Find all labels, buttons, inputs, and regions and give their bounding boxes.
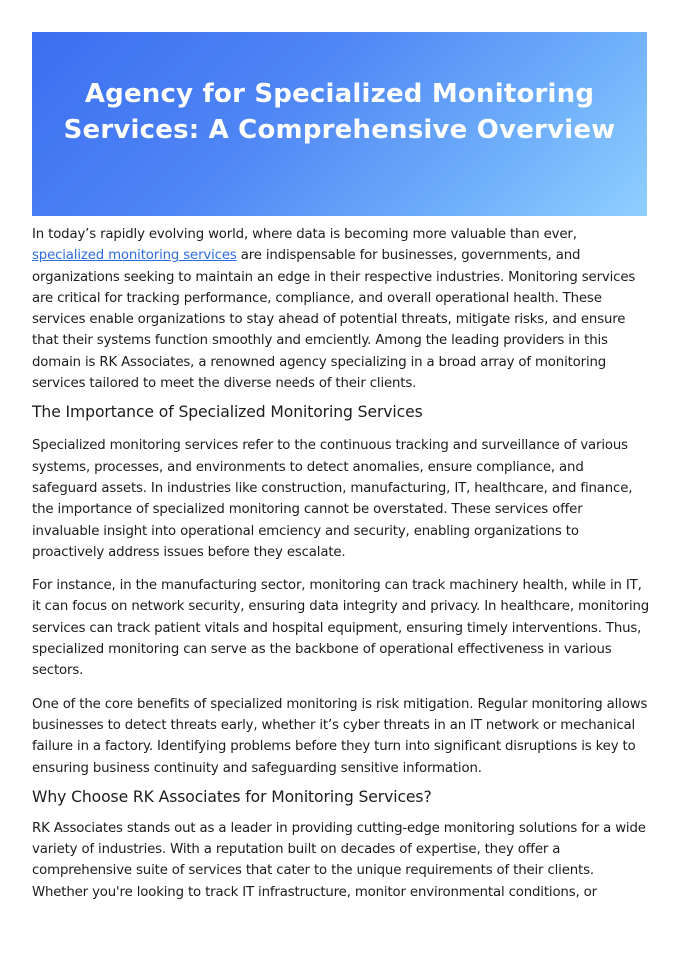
article-body [32, 224, 650, 915]
section1-paragraph-2: For instance, in the manufacturing sector, monitoring can track machinery health, while in IT, it can focus on network security, ensuring data integrity and privacy. In healthcare, monitoring services can track patient vitals and hospital equipment, ensuring timely interventions. Thus, specialized monitoring can serve as the backbone of operational effectiveness in various sectors. [32, 578, 650, 679]
specialized-monitoring-services-link[interactable]: specialized monitoring services [32, 248, 237, 264]
page-title: Agency for Specialized Monitoring Services: A Comprehensive Overview [63, 79, 616, 145]
hero-banner [32, 32, 647, 216]
intro-paragraph [32, 224, 650, 394]
intro-text-start: In today’s rapidly evolving world, where data is becoming more valuable than ever, [32, 227, 577, 242]
section1-paragraph-1: Specialized monitoring services refer to the continuous tracking and surveillance of various systems, processes, and environments to detect anomalies, ensure compliance, and safeguard assets. In industries like construction, manufacturing, IT, healthcare, and finance, the importance of specialized monitoring cannot be overstated. These services offer invaluable insight into operational emciency and security, enabling organizations to proactively address issues before they escalate. [32, 438, 633, 560]
section-heading-importance: The Importance of Specialized Monitoring Services [32, 403, 423, 422]
section2-paragraph-1: RK Associates stands out as a leader in providing cutting-edge monitoring solutions for a wide variety of industries. With a reputation built on decades of expertise, they offer a comprehensive suite of services that cater to the unique requirements of their clients. Whether you're looking to track IT infrastructure, monitor environmental conditions, or [32, 820, 646, 900]
intro-text-end: are indispensable for businesses, governments, and organizations seeking to maintain an edge in their respective industries. Monitoring services are critical for tracking performance, compliance, and overall operational health. These services enable organizations to stay ahead of potential threats, mitigate risks, and ensure that their systems function smoothly and emciently. Among the leading providers in this domain is RK Associates, a renowned agency specializing in a broad array of monitoring services tailored to meet the diverse needs of their clients. [32, 248, 636, 392]
section-heading-why-choose: Why Choose RK Associates for Monitoring Services? [32, 787, 432, 806]
section1-paragraph-3: One of the core benefits of specialized monitoring is risk mitigation. Regular monitoring allows businesses to detect threats early, whether it’s cyber threats in an IT network or mechanical failure in a factory. Identifying problems before they turn into significant disruptions is key to ensuring business continuity and safeguarding sensitive information. [32, 696, 648, 776]
